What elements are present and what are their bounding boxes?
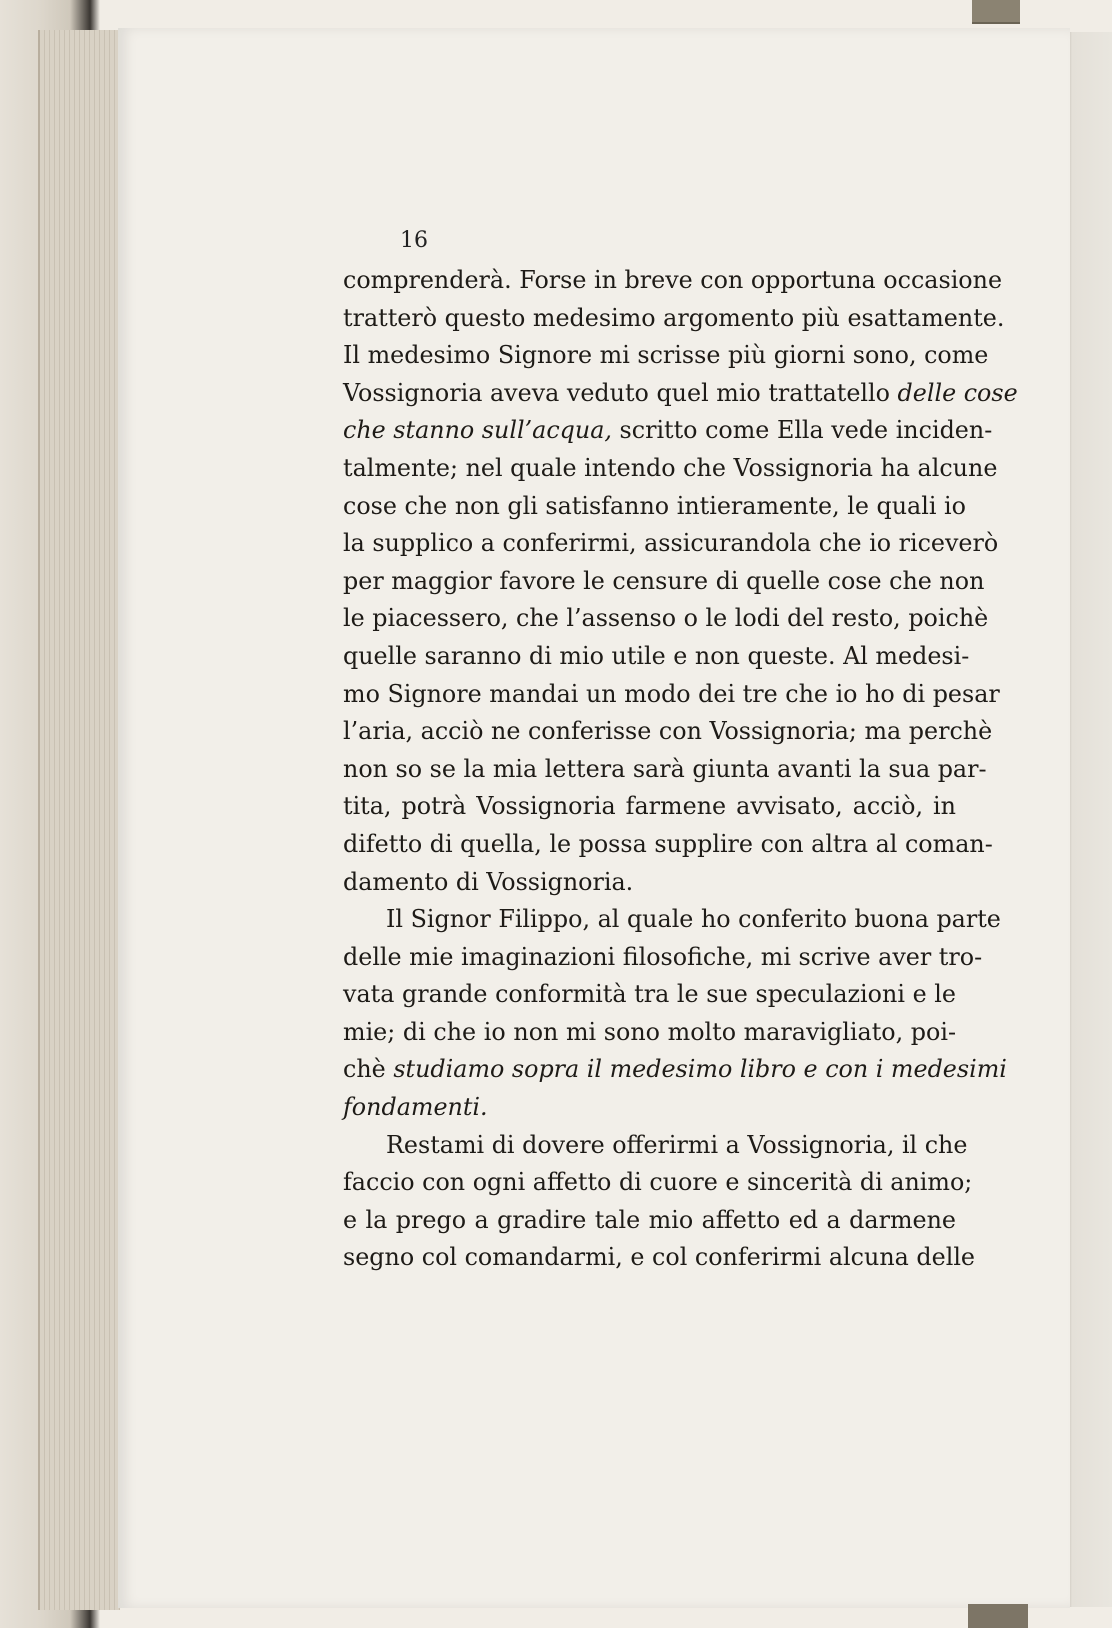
text-segment: tratterò questo medesimo argomento più esattamente. [343,303,1005,332]
text-line [343,337,989,375]
text-line [343,450,998,488]
facing-page-edge [1066,32,1112,1607]
text-segment: Il Signor Filippo, al quale ho conferito buona parte [386,905,1001,934]
text-segment: comprenderà. Forse in breve con opportuna occasione [343,266,1003,294]
text-line [343,563,985,601]
text-line [343,1014,956,1052]
text-line [343,1127,968,1165]
text-segment: la supplico a conferirmi, assicurandola che io riceverò [343,529,999,558]
text-line [343,788,956,826]
text-segment: talmente; nel quale intendo che Vossignoria ha alcune [343,453,998,482]
text-line [343,826,993,864]
text-segment: difetto di quella, le possa supplire con altra al coman- [343,829,993,858]
text-segment: non so se la mia lettera sarà giunta avanti la sua par- [343,754,987,783]
text-segment: e la prego a gradire tale mio affetto ed a darmene [343,1205,956,1234]
text-line [343,1164,973,1202]
text-segment: quelle saranno di mio utile e non queste. Al medesi- [343,641,970,670]
text-segment: faccio con ogni affetto di cuore e sincerità di animo; [343,1168,973,1197]
page-number: 16 [400,228,428,253]
text-line [343,1051,1007,1089]
text-line [343,262,1003,300]
text-segment: mo Signore mandai un modo dei tre che io ho di pesar [343,679,1000,708]
text-line [343,412,993,450]
text-line [343,1089,956,1127]
text-line [343,939,983,977]
text-segment: mie; di che io non mi sono molto maravigliato, poi- [343,1017,956,1046]
text-line [343,676,1000,714]
text-line [343,976,956,1014]
text-segment: scritto come Ella vede inciden- [611,416,993,445]
book-clamp-bottom [968,1604,1028,1628]
text-segment: Restami di dovere offerirmi a Vossignoria, il che [386,1130,968,1159]
text-line [343,751,987,789]
text-line [343,638,970,676]
text-segment: damento di Vossignoria. [343,867,634,896]
text-segment: vata grande conformità tra le sue speculazioni e le [343,980,956,1009]
text-line [343,864,956,902]
italic-text: fondamenti. [343,1093,488,1122]
italic-text: studiamo sopra il medesimo libro e con i medesimi [393,1055,1007,1084]
text-line [343,600,989,638]
text-line [343,713,993,751]
text-segment: tita, potrà Vossignoria farmene avvisato, acciò, in [343,792,956,821]
text-segment: segno col comandarmi, e col conferirmi alcuna delle [343,1243,976,1272]
italic-text: delle cose [897,378,1018,407]
text-segment: le piacessero, che l’assenso o le lodi del resto, poichè [343,604,989,633]
text-line [343,525,999,563]
book-clamp-top [972,0,1020,24]
book-page-edges [38,30,120,1610]
italic-text: che stanno sull’acqua, [343,416,612,445]
text-segment: chè [343,1055,394,1084]
text-segment: cose che non gli satisfanno intieramente, le quali io [343,491,966,520]
text-segment: Vossignoria aveva veduto quel mio trattatello [343,378,898,407]
text-segment: l’aria, acciò ne conferisse con Vossignoria; ma perchè [343,717,993,746]
text-line [343,488,966,526]
text-segment: Il medesimo Signore mi scrisse più giorni sono, come [343,341,989,370]
body-text [343,262,1018,1277]
text-segment: delle mie imaginazioni filosofiche, mi scrive aver tro- [343,942,983,971]
text-line [343,300,1005,338]
text-line [343,901,1001,939]
text-line [343,1239,976,1277]
text-segment: per maggior favore le censure di quelle cose che non [343,566,985,595]
text-line [343,375,1018,413]
text-line [343,1202,956,1240]
